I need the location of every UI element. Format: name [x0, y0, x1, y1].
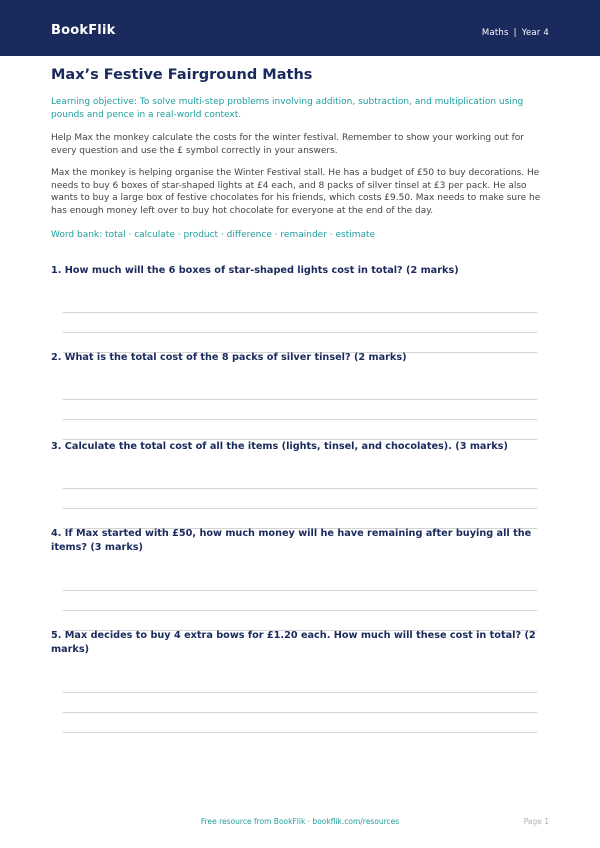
- question-2: 2. What is the total cost of the 8 packs of silver tinsel? (2 marks): [51, 352, 407, 363]
- answer-line[interactable]: [63, 590, 537, 591]
- page-header: [0, 0, 600, 56]
- footer-resource-link[interactable]: Free resource from BookFlik · bookflik.com/resources: [200, 817, 400, 826]
- answer-line[interactable]: [63, 419, 537, 420]
- subject-label: Maths: [481, 28, 509, 38]
- answer-line[interactable]: [63, 610, 537, 611]
- question-4: 4. If Max started with £50, how much money will he have remaining after buying all the items? (3 marks): [51, 528, 532, 553]
- answer-line[interactable]: [63, 712, 537, 713]
- question-1: 1. How much will the 6 boxes of star-shaped lights cost in total? (2 marks): [51, 265, 459, 276]
- learning-objective: Learning objective: To solve multi-step problems involving addition, subtraction, and multiplication using pounds and pence in a real-world context.: [51, 97, 524, 120]
- header-meta: [482, 28, 549, 38]
- year-label: Year 4: [521, 28, 549, 38]
- question-3: 3. Calculate the total cost of all the items (lights, tinsel, and chocolates). (3 marks): [51, 441, 508, 452]
- question-5: 5. Max decides to buy 4 extra bows for £1.20 each. How much will these cost in total? (2 marks): [51, 630, 536, 655]
- intro-paragraph: Help Max the monkey calculate the costs for the winter festival. Remember to show your working out for every question and use the £ symbol correctly in your answers.: [51, 133, 524, 156]
- answer-line[interactable]: [63, 508, 537, 509]
- word-bank: Word bank: total · calculate · product · difference · remainder · estimate: [51, 230, 376, 240]
- story-paragraph: Max the monkey is helping organise the Winter Festival stall. He has a budget of £50 to buy decorations. He needs to buy 6 boxes of star-shaped lights at £4 each, and 8 packs of silver tinsel at £3 per pack. He also wants to buy a large box of festive chocolates for his friends, which costs £9.50. Max needs to make sure he has enough money left over to buy hot chocolate for everyone at the end of the day.: [51, 168, 541, 216]
- page-title: Max’s Festive Fairground Maths: [51, 67, 313, 83]
- answer-line[interactable]: [63, 692, 537, 693]
- meta-separator: |: [513, 28, 517, 38]
- answer-line[interactable]: [63, 332, 537, 333]
- answer-line[interactable]: [63, 312, 537, 313]
- page-number: Page 1: [523, 817, 549, 826]
- worksheet-intro: [51, 66, 546, 242]
- brand-logo[interactable]: BookFlik: [51, 23, 116, 38]
- answer-line[interactable]: [63, 732, 537, 733]
- answer-line[interactable]: [63, 488, 537, 489]
- answer-line[interactable]: [63, 399, 537, 400]
